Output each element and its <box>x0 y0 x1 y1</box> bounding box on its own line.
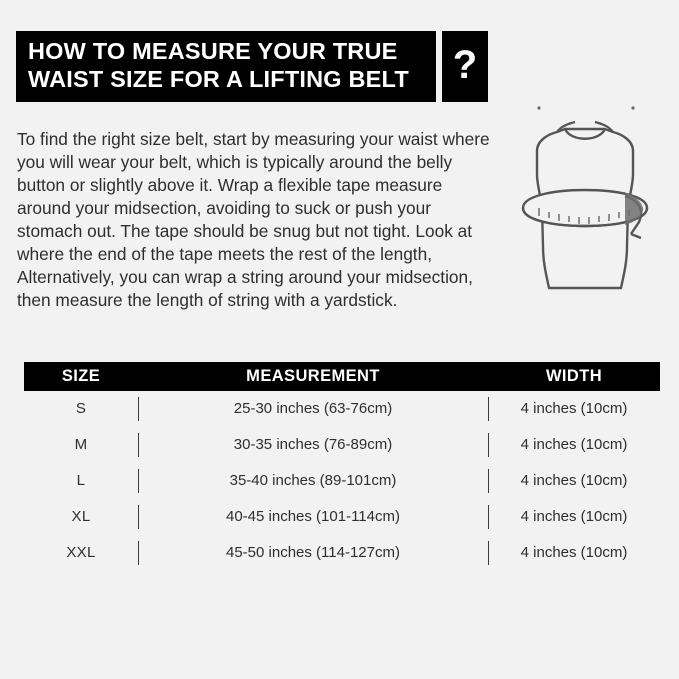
cell-width: 4 inches (10cm) <box>520 508 628 525</box>
column-divider <box>138 469 139 493</box>
column-divider <box>138 397 139 421</box>
page-title <box>16 31 436 102</box>
table-row <box>24 535 660 571</box>
cell-measurement: 35-40 inches (89-101cm) <box>229 472 397 489</box>
column-divider <box>488 541 489 565</box>
column-divider <box>488 397 489 421</box>
table-header-row <box>24 362 660 391</box>
column-divider <box>138 433 139 457</box>
column-divider <box>488 469 489 493</box>
column-header-size: SIZE <box>61 367 101 385</box>
column-divider <box>138 541 139 565</box>
page-title-line-2: WAIST SIZE FOR A LIFTING BELT <box>28 65 409 92</box>
cell-width: 4 inches (10cm) <box>520 436 628 453</box>
table-row <box>24 463 660 499</box>
table-body <box>24 391 660 571</box>
table-row <box>24 391 660 427</box>
cell-width: 4 inches (10cm) <box>520 472 628 489</box>
header <box>16 31 488 102</box>
cell-size: XL <box>71 508 91 525</box>
cell-width: 4 inches (10cm) <box>520 544 628 561</box>
cell-measurement: 30-35 inches (76-89cm) <box>233 436 393 453</box>
cell-size: M <box>74 436 88 453</box>
cell-size: L <box>76 472 86 489</box>
question-mark-icon: ? <box>442 31 488 102</box>
cell-size: XXL <box>66 544 96 561</box>
column-divider <box>138 505 139 529</box>
torso-with-tape-measure-icon <box>505 96 665 306</box>
column-header-measurement: MEASUREMENT <box>246 367 380 385</box>
cell-measurement: 40-45 inches (101-114cm) <box>226 508 400 525</box>
column-divider <box>488 433 489 457</box>
table-row <box>24 427 660 463</box>
cell-measurement: 45-50 inches (114-127cm) <box>226 544 400 561</box>
page-title-line-1: HOW TO MEASURE YOUR TRUE <box>28 38 398 64</box>
column-header-width: WIDTH <box>545 367 603 385</box>
intro-paragraph: To find the right size belt, start by measuring your waist where you will wear your belt, which is typically around the belly button or slightly above it. Wrap a flexible tape measure around your midsection, avoiding to suck or push your stomach out. The tape should be snug but not tight. Look at where the end of the tape meets the rest of the length, Alternatively, you can wrap a string around your midsection, then measure the length of string with a yardstick. <box>17 129 490 310</box>
size-table <box>24 362 660 571</box>
cell-measurement: 25-30 inches (63-76cm) <box>233 400 393 417</box>
table-row <box>24 499 660 535</box>
column-divider <box>488 505 489 529</box>
cell-size: S <box>75 400 87 417</box>
cell-width: 4 inches (10cm) <box>520 400 628 417</box>
